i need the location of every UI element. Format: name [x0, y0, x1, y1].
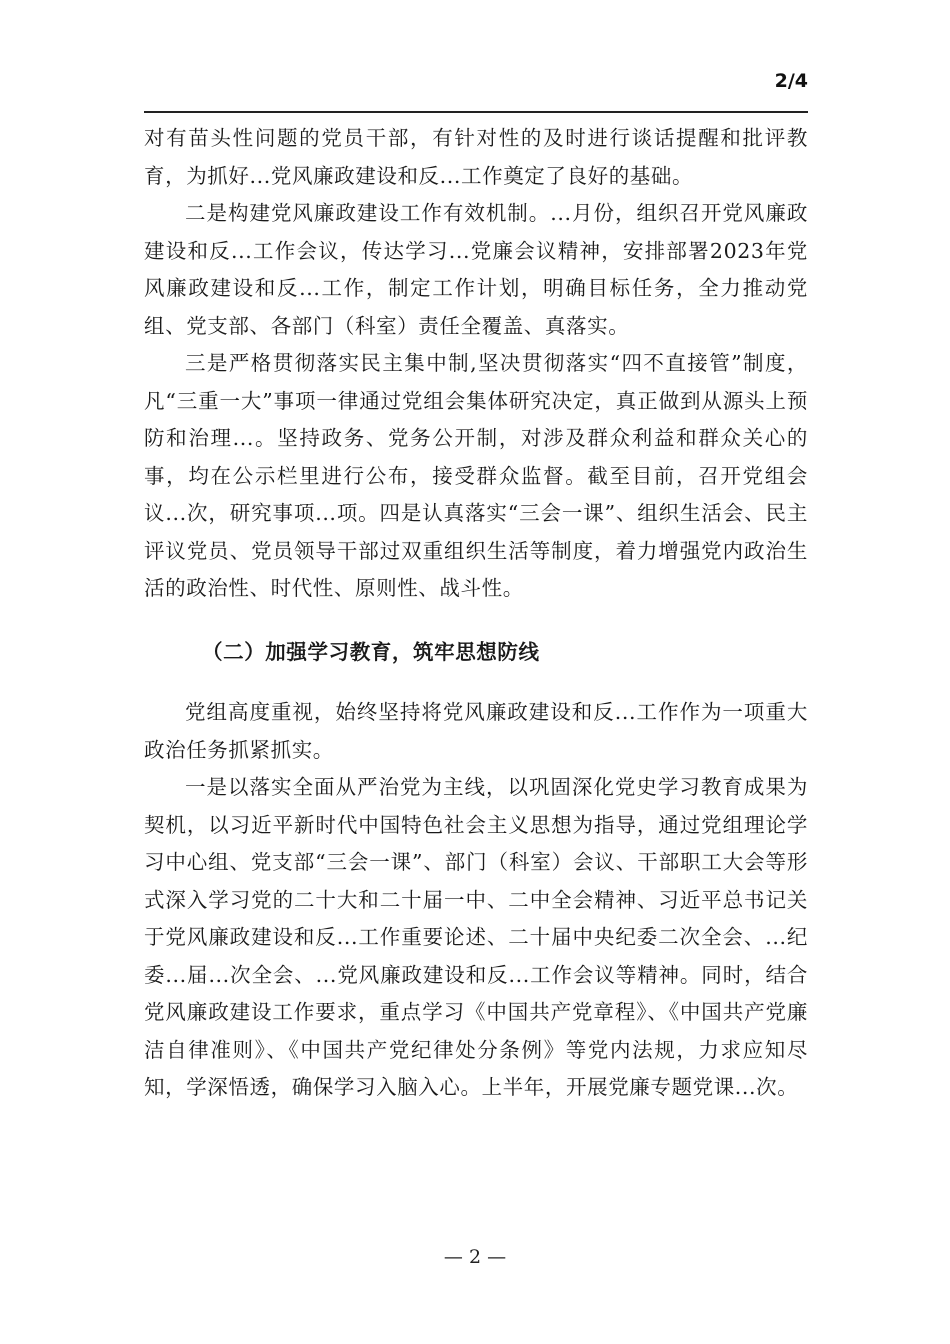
paragraph-democratic-centralism: 三是严格贯彻落实民主集中制,坚决贯彻落实“四不直接管”制度，凡“三重一大”事项一律通过党组会集体研究决定，真正做到从源头上预防和治理...。坚持政务、党务公开制，对涉及群众利益和群众关心的事，均在公示栏里进行公布，接受群众监督。截至目前，召开党组会议...次，研究事项...项。四是认真落实“三会一课”、组织生活会、民主评议党员、党员领导干部过双重组织生活等制度，着力增强党内政治生活的政治性、时代性、原则性、战斗性。 [144, 351, 808, 600]
paragraph-intro: 党组高度重视，始终坚持将党风廉政建设和反...工作作为一项重大政治任务抓紧抓实。 [144, 700, 808, 762]
document-body [144, 120, 808, 1107]
paragraph-study: 一是以落实全面从严治党为主线，以巩固深化党史学习教育成果为契机，以习近平新时代中国特色社会主义思想为指导，通过党组理论学习中心组、党支部“三会一课”、部门（科室）会议、干部职工大会等形式深入学习党的二十大和二十届一中、二中全会精神、习近平总书记关于党风廉政建设和反...工作重要论述、二十届中央纪委二次全会、...纪委...届...次全会、...党风廉政建设和反...工作会议等精神。同时，结合党风廉政建设工作要求，重点学习《中国共产党章程》、《中国共产党廉洁自律准则》、《中国共产党纪律处分条例》等党内法规，力求应知尽知，学深悟透，确保学习入脑入心。上半年，开展党廉专题党课...次。 [144, 775, 808, 1099]
paragraph-continuation: 对有苗头性问题的党员干部，有针对性的及时进行谈话提醒和批评教育，为抓好...党风廉政建设和反...工作奠定了良好的基础。 [144, 126, 808, 188]
paragraph-mechanism: 二是构建党风廉政建设工作有效机制。...月份，组织召开党风廉政建设和反...工作会议，传达学习...党廉会议精神，安排部署2023年党风廉政建设和反...工作，制定工作计划，明确目标任务，全力推动党组、党支部、各部门（科室）责任全覆盖、真落实。 [144, 201, 808, 338]
page-number: — 2 — [443, 1246, 507, 1268]
section-heading: （二）加强学习教育，筑牢思想防线 [202, 639, 540, 664]
header-divider [144, 111, 808, 113]
page-indicator: 2/4 [774, 70, 808, 92]
